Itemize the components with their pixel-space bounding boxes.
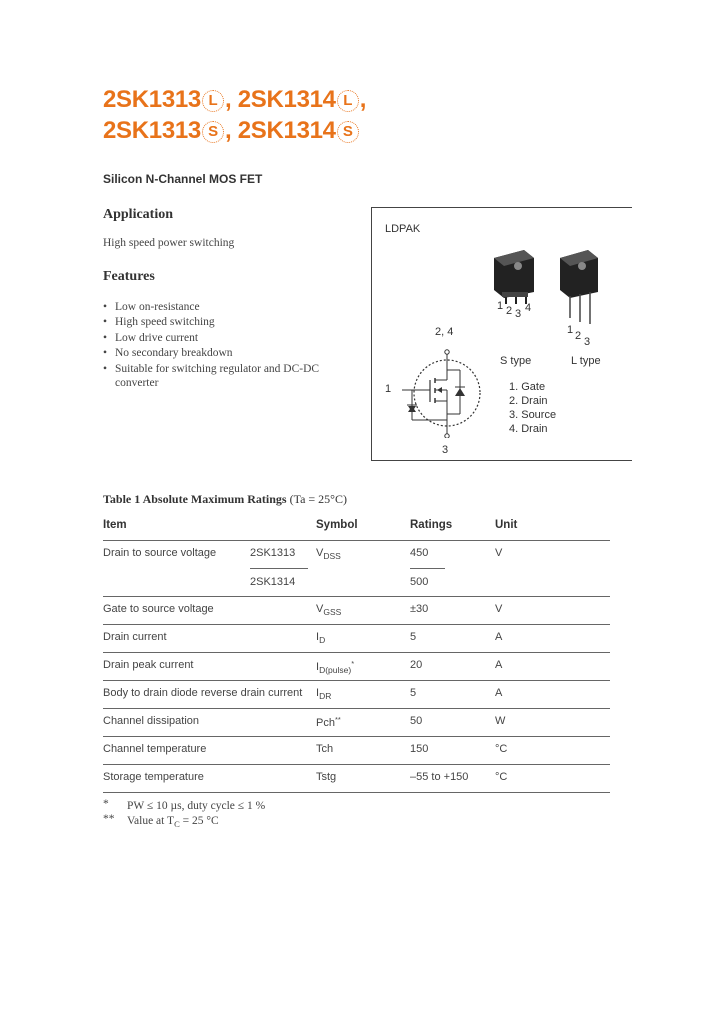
row-unit: A	[495, 687, 503, 699]
table-divider	[103, 792, 610, 793]
package-badge: S	[202, 121, 224, 143]
row-rating: 20	[410, 659, 423, 671]
part-number: 2SK1313	[103, 86, 201, 113]
mosfet-symbol-icon	[402, 348, 492, 438]
row-rating: –55 to +150	[410, 771, 469, 783]
row-unit: °C	[495, 771, 508, 783]
table-divider	[103, 764, 610, 765]
part-number: 2SK1314	[237, 86, 336, 113]
row-item: Channel dissipation	[103, 715, 200, 727]
l-type-package-icon	[558, 248, 604, 326]
row-item: Drain to source voltage	[103, 547, 217, 559]
feature-item: • Suitable for switching regulator and DC-DC	[103, 362, 343, 377]
subtitle: Silicon N-Channel MOS FET	[103, 172, 263, 186]
pin-list-item: 4. Drain	[509, 423, 548, 435]
table-divider	[103, 736, 610, 737]
s-type-pin-4: 4	[525, 302, 532, 314]
application-heading: Application	[103, 207, 174, 222]
pin-label-source: 3	[442, 444, 449, 456]
col-header-item: Item	[103, 519, 127, 531]
row-symbol: $I_{DR}$	[316, 687, 332, 701]
row-rating: ±30	[410, 603, 429, 615]
s-type-pin-3: 3	[515, 308, 522, 320]
col-header-symbol: Symbol	[316, 519, 358, 531]
footnote-text: PW ≤ 10 µs, duty cycle ≤ 1 %	[127, 800, 266, 812]
row-unit: A	[495, 659, 503, 671]
row-symbol: Tstg	[316, 771, 337, 783]
row-rating: 150	[410, 743, 429, 755]
pin-label-drain: 2, 4	[435, 326, 454, 338]
feature-item: • High speed switching	[103, 315, 343, 330]
footnote-text: Value at $T_C = 25$ °C	[127, 815, 219, 829]
title-line-2	[103, 117, 360, 145]
application-text: High speed power switching	[103, 237, 235, 249]
feature-item: • No secondary breakdown	[103, 346, 343, 361]
features-list	[103, 300, 343, 377]
package-box	[371, 207, 632, 461]
row-symbol: $I_{D(pulse)}^*$	[316, 659, 355, 675]
row-symbol: $V_{GSS}$	[316, 603, 342, 617]
row-symbol: $I_D$	[316, 631, 326, 645]
row-rating: 50	[410, 715, 423, 727]
l-type-pin-3: 3	[584, 336, 591, 348]
table-title-condition: (Ta = 25°C)	[289, 492, 347, 506]
sub-divider	[410, 568, 445, 569]
s-type-label: S type	[500, 355, 532, 367]
row-unit: V	[495, 547, 503, 559]
row-subitem: 2SK1313	[250, 547, 296, 559]
row-subitem: 2SK1314	[250, 576, 296, 588]
row-item: Channel temperature	[103, 743, 207, 755]
footnote-mark: *	[103, 798, 109, 810]
table-title	[103, 492, 347, 507]
pin-label-gate: 1	[385, 383, 392, 395]
l-type-pin-2: 2	[575, 330, 582, 342]
feature-item: • Low drive current	[103, 331, 343, 346]
s-type-pin-1: 1	[497, 300, 504, 312]
row-item: Gate to source voltage	[103, 603, 214, 615]
row-rating: 500	[410, 576, 429, 588]
row-unit: A	[495, 631, 503, 643]
part-number: 2SK1314	[237, 117, 336, 144]
separator: ,	[224, 86, 232, 113]
row-item: Drain current	[103, 631, 167, 643]
col-header-unit: Unit	[495, 519, 518, 531]
pin-list-item: 2. Drain	[509, 395, 548, 407]
package-name: LDPAK	[385, 223, 421, 235]
row-unit: W	[495, 715, 506, 727]
row-rating: 5	[410, 631, 417, 643]
row-symbol: Pch**	[316, 715, 341, 729]
row-unit: °C	[495, 743, 508, 755]
table-title-main: Table 1 Absolute Maximum Ratings	[103, 492, 287, 506]
l-type-pin-1: 1	[567, 324, 574, 336]
row-unit: V	[495, 603, 503, 615]
row-rating: 450	[410, 547, 429, 559]
row-rating: 5	[410, 687, 417, 699]
row-item: Drain peak current	[103, 659, 194, 671]
row-symbol: $V_{DSS}$	[316, 547, 341, 561]
table-divider	[103, 540, 610, 541]
s-type-pin-2: 2	[506, 305, 513, 317]
footnote-mark: **	[103, 813, 115, 825]
row-item: Storage temperature	[103, 771, 204, 783]
table-divider	[103, 596, 610, 597]
table-divider	[103, 680, 610, 681]
package-badge: L	[337, 90, 359, 112]
separator: ,	[224, 117, 232, 144]
sub-divider	[250, 568, 308, 569]
title-line-1	[103, 86, 366, 114]
package-badge: L	[202, 90, 224, 112]
l-type-label: L type	[571, 355, 601, 367]
table-divider	[103, 624, 610, 625]
pin-list-item: 3. Source	[509, 409, 557, 421]
row-item: Body to drain diode reverse drain current	[103, 687, 303, 699]
col-header-ratings: Ratings	[410, 519, 453, 531]
features-heading: Features	[103, 269, 155, 284]
table-divider	[103, 708, 610, 709]
table-divider	[103, 652, 610, 653]
feature-item-continuation: converter	[115, 377, 159, 389]
feature-item: • Low on-resistance	[103, 300, 343, 315]
part-number: 2SK1313	[103, 117, 201, 144]
package-badge: S	[337, 121, 359, 143]
pin-list-item: 1. Gate	[509, 381, 546, 393]
separator: ,	[359, 86, 367, 113]
row-symbol: Tch	[316, 743, 334, 755]
